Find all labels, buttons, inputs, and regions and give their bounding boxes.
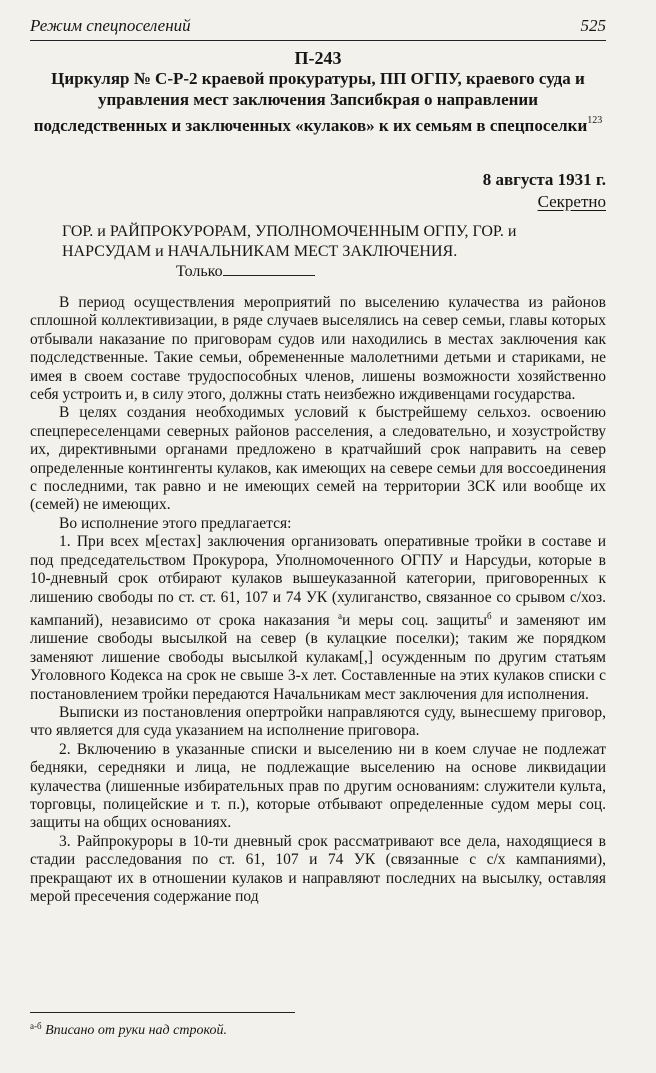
document-number: П-243	[294, 48, 342, 68]
body-paragraph: В целях создания необходимых условий к быстрейшему сельхоз. освоению спецпереселенцами северных районов расселения, а следовательно, и хозустройству их, директивными органами предложено в кратчайший срок направить на север определенные контингенты кулаков, как имеющих на севере семьи для воссоединения с последними, так равно и не имеющих семей на территории ЗСК или вообще их (семей) не имеющих.	[30, 404, 606, 514]
section-title: Режим спецпоселений	[30, 16, 191, 35]
body-paragraph: В период осуществления мероприятий по выселению кулачества из районов сплошной коллективизации, в ряде случаев выселялись на север семьи, главы которых отбывали наказание по приговорам судов или находились в местах заключения как подследственные. Такие семьи, обремененные малолетними детьми и стариками, не имея в своем составе трудоспособных членов, лишены возможности хозяйственно себя устроить и, в силу этого, должны стать неизбежно иждивенцами государства.	[30, 294, 606, 404]
title-note-ref: 123	[587, 115, 603, 126]
document-title	[30, 68, 606, 136]
addressee: ГОР. и РАЙПРОКУРОРАМ, УПОЛНОМОЧЕННЫМ ОГПУ, ГОР. и НАРСУДАМ и НАЧАЛЬНИКАМ МЕСТ ЗАКЛЮЧЕНИЯ.	[62, 223, 517, 260]
blank-line	[223, 263, 315, 276]
document-date: 8 августа 1931 г.	[482, 170, 606, 189]
footnote-mark-a: а	[337, 610, 342, 621]
page-number: 525	[580, 16, 606, 35]
body-paragraph-item-3: 3. Райпрокуроры в 10-ти дневный срок рассматривают все дела, находящиеся в стадии расследования по ст. 61, 107 и 74 УК (связанные с с/х кампаниями), прекращают их в отношении кулаков и направляют последних на высылку, оставляя мерой пресечения содержание под	[30, 832, 606, 905]
footnote	[30, 1018, 606, 1039]
addressee-only: Только	[176, 263, 223, 280]
footnote-rule	[30, 1012, 295, 1013]
body-paragraph-item-1	[30, 533, 606, 704]
item-1-part-c: и заменяют им лишение свободы высылкой на север (в кулацкие поселки); таким же порядком заменяют лишение свободы высылкой кулакам[,] осужденным по другим статьям Уголовного Кодекса на срок не свыше 3-х лет. Составленные на этих кулаков списки с постановлением тройки передаются Начальникам мест заключения для исполнения.	[30, 611, 607, 703]
footnote-mark: а-б	[30, 1021, 42, 1031]
body-paragraph: Выписки из постановления опертройки направляются суду, вынесшему приговор, что является для суда указанием на исполнение приговора.	[30, 703, 606, 740]
running-head	[30, 16, 606, 36]
classification-stamp: Секретно	[537, 192, 606, 211]
document-title-text: Циркуляр № С-Р-2 краевой прокуратуры, ПП ОГПУ, краевого суда и управления мест заключения Запсибкрая о направлении подследственных и заключенных «кулаков» к их семьям в спецпоселки	[33, 69, 588, 135]
footnote-mark-b: б	[487, 610, 492, 621]
body-paragraph: Во исполнение этого предлагается:	[59, 514, 292, 532]
addressee-only-line	[176, 262, 315, 281]
document-body	[30, 294, 606, 906]
body-paragraph-item-2: 2. Включению в указанные списки и выселению ни в коем случае не подлежат бедняки, середняки и лица, не подлежащие выселению на основе ликвидации кулачества (лишенные избирательных прав по другим основаниям: служители культа, торговцы, полицейские и т. п.), которые отбывают определенные судом меры соц. защиты на общих основаниях.	[30, 740, 606, 832]
footnote-text: Вписано от руки над строкой.	[45, 1023, 227, 1038]
item-1-part-a: 1. При всех м[естах] заключения организовать оперативные тройки в составе и под председательством Прокурора, Уполномоченного ОГПУ и Нарсудьи, которые в 10-дневный срок отбирают кулаков вышеуказанной категории, приговоренных к лишению свободы по ст. ст. 61, 107 и 74 УК (хулиганство, связанное со срывом с/хоз. кампаний), независимо от срока наказания	[30, 533, 606, 629]
header-rule	[30, 40, 606, 41]
item-1-part-b: и меры соц. защиты	[341, 611, 488, 629]
